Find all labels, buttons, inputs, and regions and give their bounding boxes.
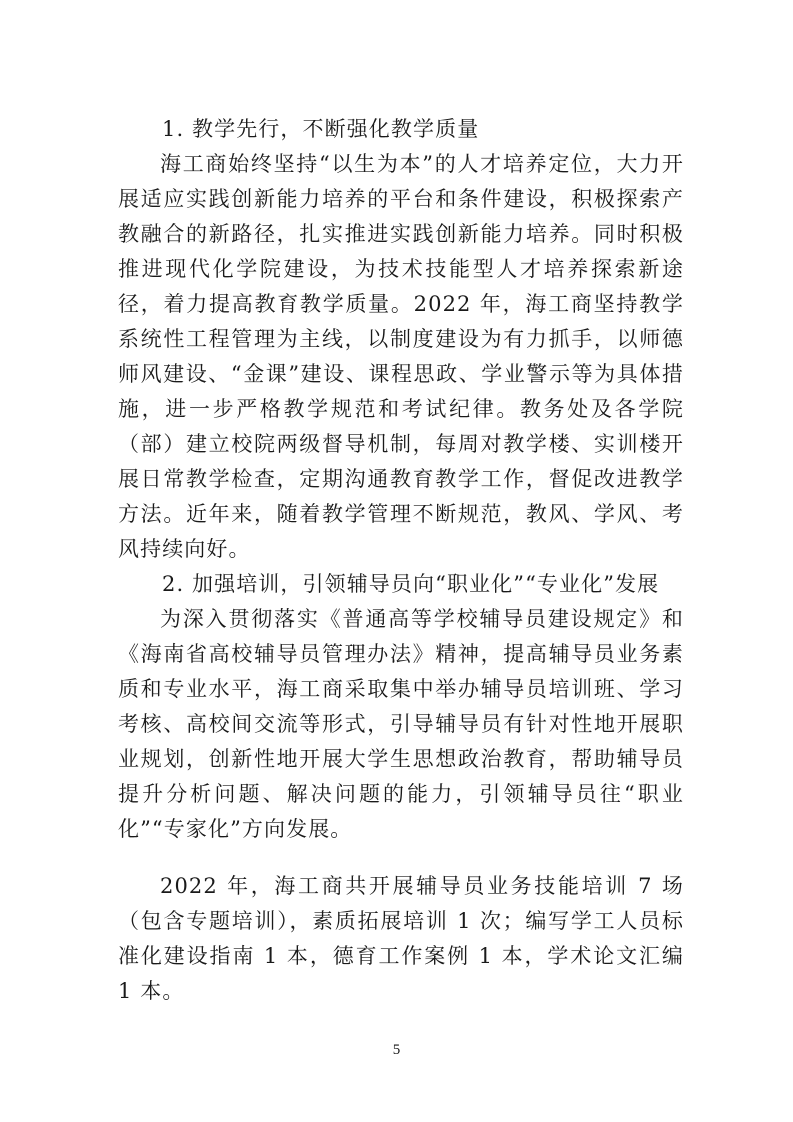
- page-number: 5: [392, 1042, 401, 1058]
- paragraph-counselor-policy: 为深入贯彻落实《普通高等学校辅导员建设规定》和《海南省高校辅导员管理办法》精神，提高辅导员业务素质和专业水平，海工商采取集中举办辅导员培训班、学习考核、高校间交流等形式，引导辅导员有针对性地开展职业规划，创新性地开展大学生思想政治教育，帮助辅导员提升分析问题、解决问题的能力，引领辅导员往“职业化”“专家化”方向发展。: [118, 607, 684, 841]
- section-heading-counselor-training: 2. 加强培训，引领辅导员向“职业化”“专业化”发展: [162, 572, 660, 596]
- paragraph-training-stats: 2022 年，海工商共开展辅导员业务技能培训 7 场（包含专题培训），素质拓展培训 1 次；编写学工人员标准化建设指南 1 本，德育工作案例 1 本，学术论文汇编 1 本。: [118, 874, 684, 1003]
- paragraph-teaching-quality: 海工商始终坚持“以生为本”的人才培养定位，大力开展适应实践创新能力培养的平台和条件建设，积极探索产教融合的新路径，扎实推进实践创新能力培养。同时积极推进现代化学院建设，为技术技能型人才培养探索新途径，着力提高教育教学质量。2022 年，海工商坚持教学系统性工程管理为主线，以制度建设为有力抓手，以师德师风建设、“金课”建设、课程思政、学业警示等为具体措施，进一步严格教学规范和考试纪律。教务处及各学院（部）建立校院两级督导机制，每周对教学楼、实训楼开展日常教学检查，定期沟通教育教学工作，督促改进教学方法。近年来，随着教学管理不断规范，教风、学风、考风持续向好。: [118, 152, 684, 561]
- document-body: [118, 112, 684, 1009]
- section-heading-teaching: 1. 教学先行，不断强化教学质量: [162, 117, 480, 141]
- paragraph-spacer: [118, 847, 684, 869]
